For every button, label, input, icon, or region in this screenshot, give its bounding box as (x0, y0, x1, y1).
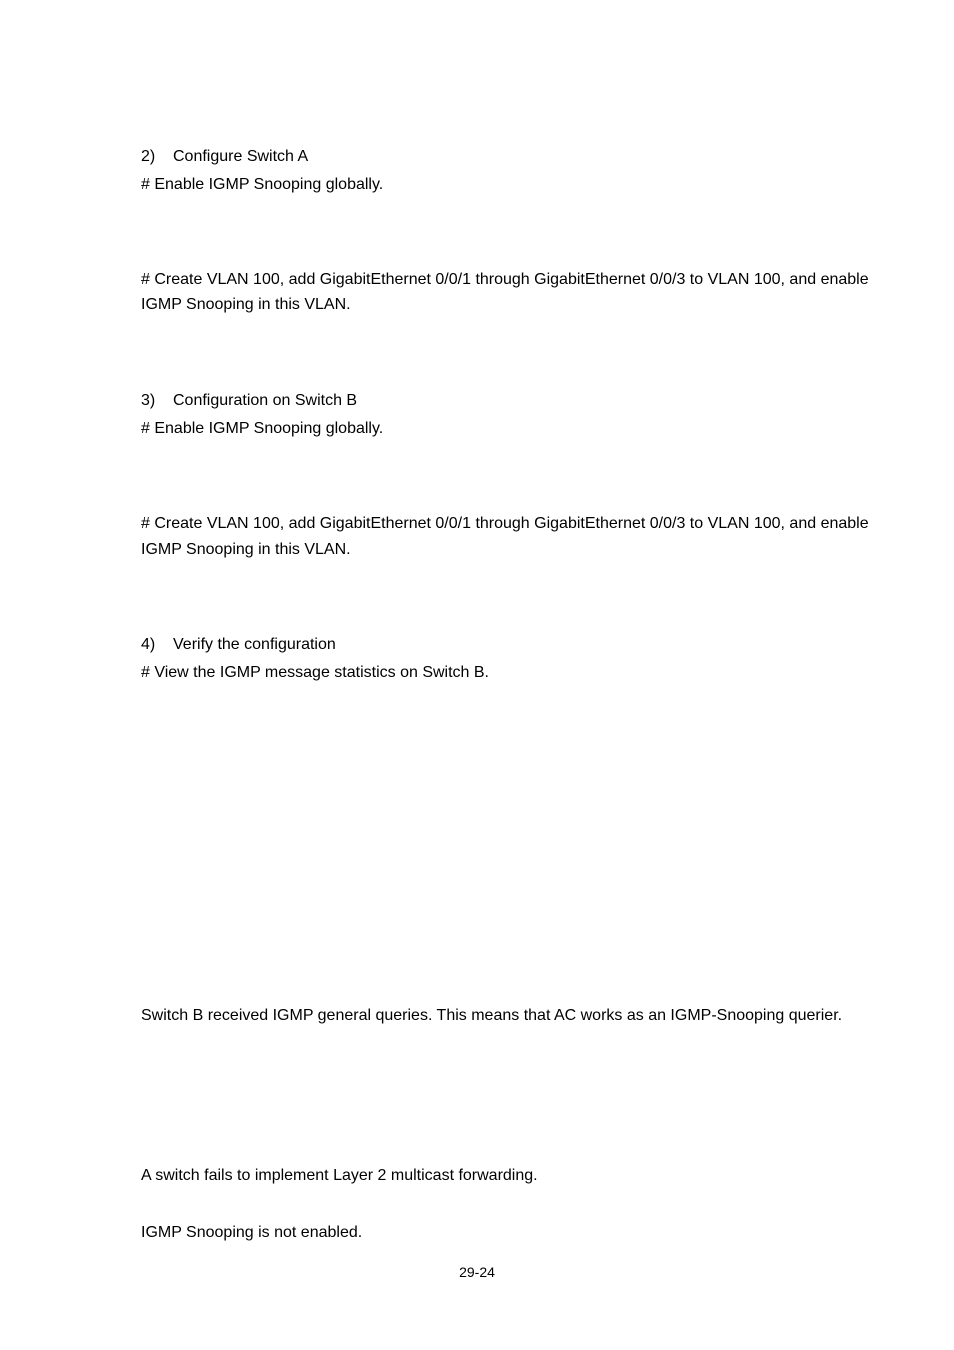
step-3-create-vlan-text-line-2: IGMP Snooping in this VLAN. (141, 541, 351, 558)
step-2-enable-global-text: # Enable IGMP Snooping globally. (141, 176, 384, 193)
step-2-heading (141, 147, 308, 167)
step-3-title: Configuration on Switch B (173, 392, 358, 409)
step-3-heading (141, 391, 357, 411)
step-3-create-vlan-text-line-1: # Create VLAN 100, add GigabitEthernet 0/0/1 through GigabitEthernet 0/0/3 to VLAN 100, and enable (141, 515, 869, 532)
step-4-title: Verify the configuration (173, 636, 336, 653)
step-3-number: 3) (141, 392, 156, 409)
step-2-title: Configure Switch A (173, 148, 309, 165)
analysis-text: IGMP Snooping is not enabled. (141, 1224, 363, 1241)
step-4-view-stats-text: # View the IGMP message statistics on Switch B. (141, 664, 489, 681)
step-3-enable-global-text: # Enable IGMP Snooping globally. (141, 420, 384, 437)
step-2-create-vlan-text-line-2: IGMP Snooping in this VLAN. (141, 296, 351, 313)
conclusion-text: Switch B received IGMP general queries. This means that AC works as an IGMP-Snooping querier. (141, 1007, 843, 1024)
symptom-text: A switch fails to implement Layer 2 multicast forwarding. (141, 1167, 538, 1184)
step-4-number: 4) (141, 636, 156, 653)
step-4-heading (141, 635, 336, 655)
step-2-number: 2) (141, 148, 156, 165)
step-2-create-vlan-text-line-1: # Create VLAN 100, add GigabitEthernet 0/0/1 through GigabitEthernet 0/0/3 to VLAN 100, and enable (141, 271, 869, 288)
page-number: 29-24 (459, 1264, 495, 1280)
